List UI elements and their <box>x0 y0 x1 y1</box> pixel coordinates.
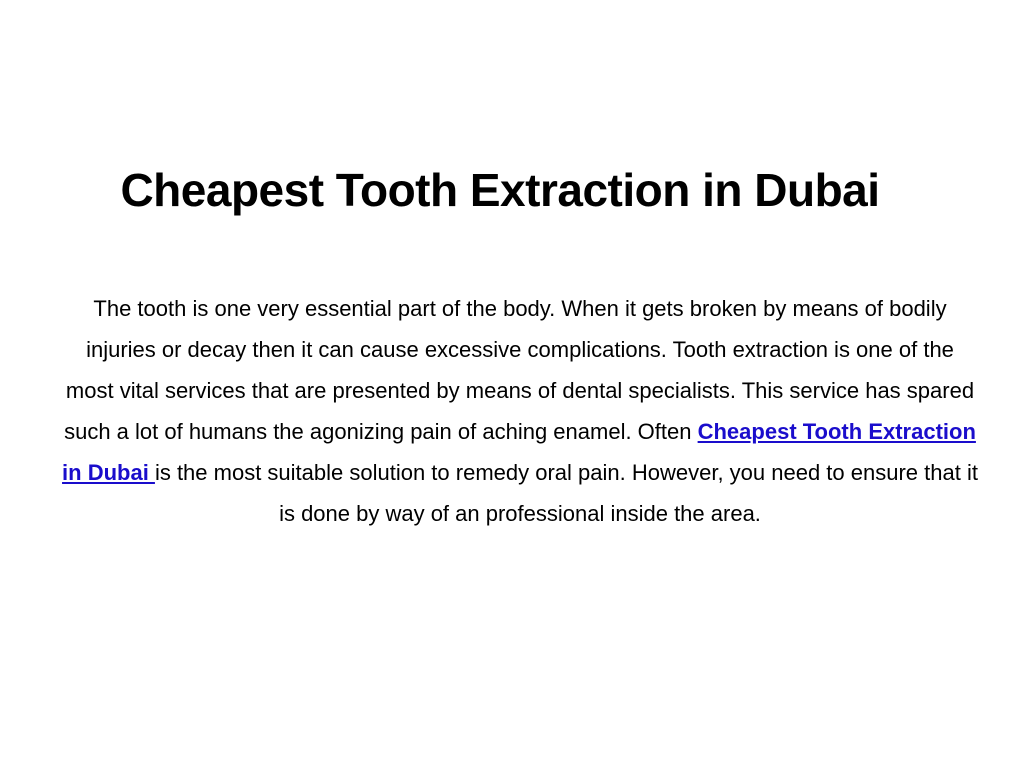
paragraph-text-before-link: The tooth is one very essential part of the body. When it gets broken by means of bodily injuries or decay then it can cause excessive complications. Tooth extraction is one of the most vital services that are presented by means of dental specialists. This service has spared such a lot of humans the agonizing pain of aching enamel. Often <box>64 296 975 444</box>
body-paragraph <box>60 288 980 534</box>
paragraph-text-after-link: is the most suitable solution to remedy oral pain. However, you need to ensure that it is done by way of an professional inside the area. <box>154 460 978 526</box>
tooth-extraction-link[interactable]: Cheapest Tooth Extraction in Dubai <box>62 419 976 485</box>
slide-title: Cheapest Tooth Extraction in Dubai <box>120 164 880 216</box>
